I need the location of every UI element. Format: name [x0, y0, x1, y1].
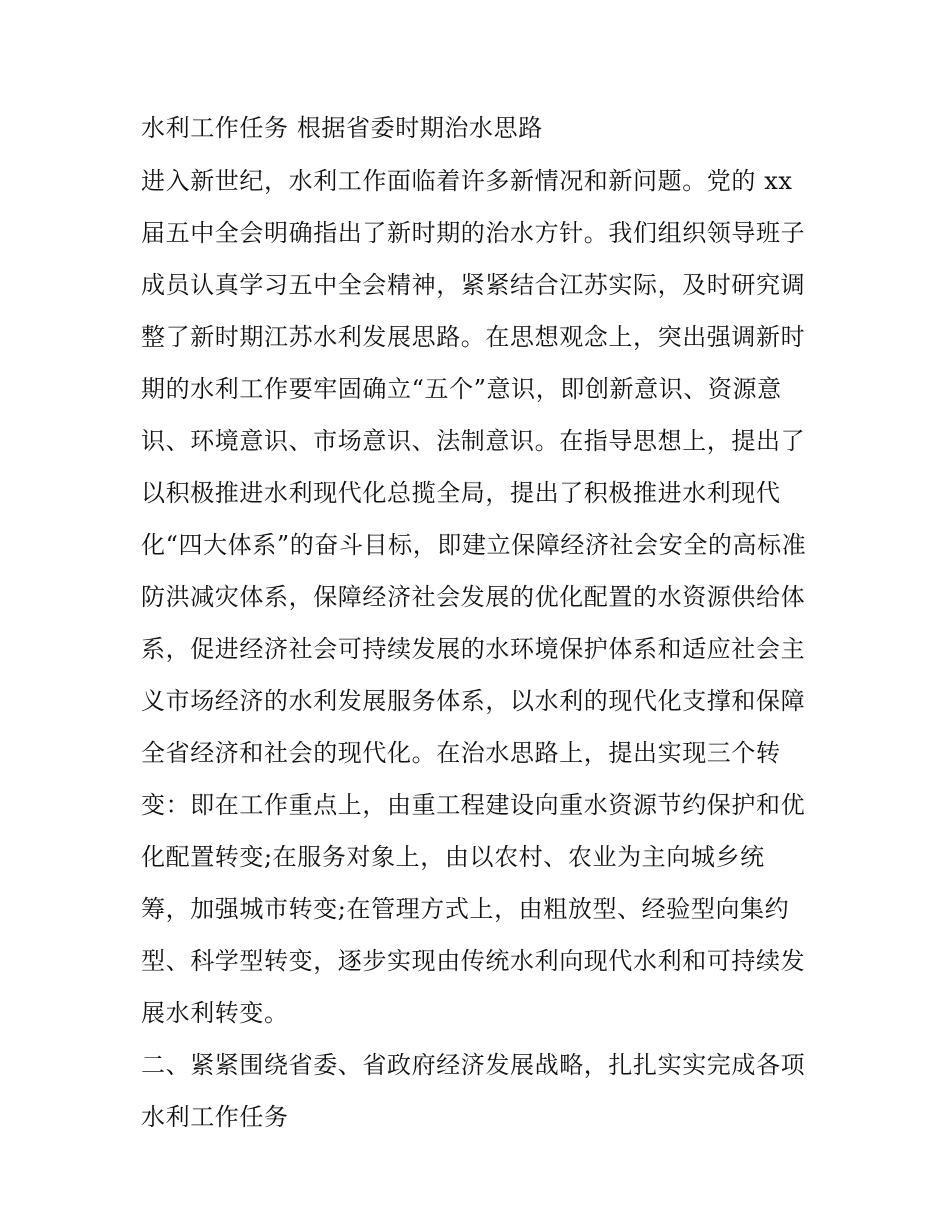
body-line-4: 整了新时期江苏水利发展思路。在思想观念上，突出强调新时 [141, 323, 806, 351]
section-heading-line-1: 二、紧紧围绕省委、省政府经济发展战略，扎扎实实完成各项 [141, 1051, 806, 1079]
body-line-1: 进入新世纪，水利工作面临着许多新情况和新问题。党的 xx [141, 167, 793, 195]
body-line-14: 化配置转变;在服务对象上，由以农村、农业为主向城乡统 [141, 843, 765, 871]
body-line-16: 型、科学型转变，逐步实现由传统水利向现代水利和可持续发 [141, 947, 806, 975]
body-line-15: 筹，加强城市转变;在管理方式上，由粗放型、经验型向集约 [141, 895, 790, 923]
body-line-7: 以积极推进水利现代化总揽全局，提出了积极推进水利现代 [141, 479, 781, 507]
body-line-6: 识、环境意识、市场意识、法制意识。在指导思想上，提出了 [141, 427, 806, 455]
body-line-12: 全省经济和社会的现代化。在治水思路上，提出实现三个转 [141, 739, 781, 767]
body-line-17: 展水利转变。 [141, 999, 289, 1027]
body-line-8: 化“四大体系”的奋斗目标，即建立保障经济社会安全的高标准 [141, 531, 807, 559]
document-title: 水利工作任务 根据省委时期治水思路 [141, 114, 543, 142]
body-line-5: 期的水利工作要牢固确立“五个”意识，即创新意识、资源意 [141, 375, 782, 403]
body-line-3: 成员认真学习五中全会精神，紧紧结合江苏实际，及时研究调 [141, 271, 806, 299]
body-line-11: 义市场经济的水利发展服务体系，以水利的现代化支撑和保障 [141, 687, 806, 715]
body-line-9: 防洪减灾体系，保障经济社会发展的优化配置的水资源供给体 [141, 583, 806, 611]
body-line-13: 变：即在工作重点上，由重工程建设向重水资源节约保护和优 [141, 791, 806, 819]
body-line-2: 届五中全会明确指出了新时期的治水方针。我们组织领导班子 [141, 219, 806, 247]
section-heading-line-2: 水利工作任务 [141, 1103, 289, 1131]
body-line-10: 系，促进经济社会可持续发展的水环境保护体系和适应社会主 [141, 635, 806, 663]
